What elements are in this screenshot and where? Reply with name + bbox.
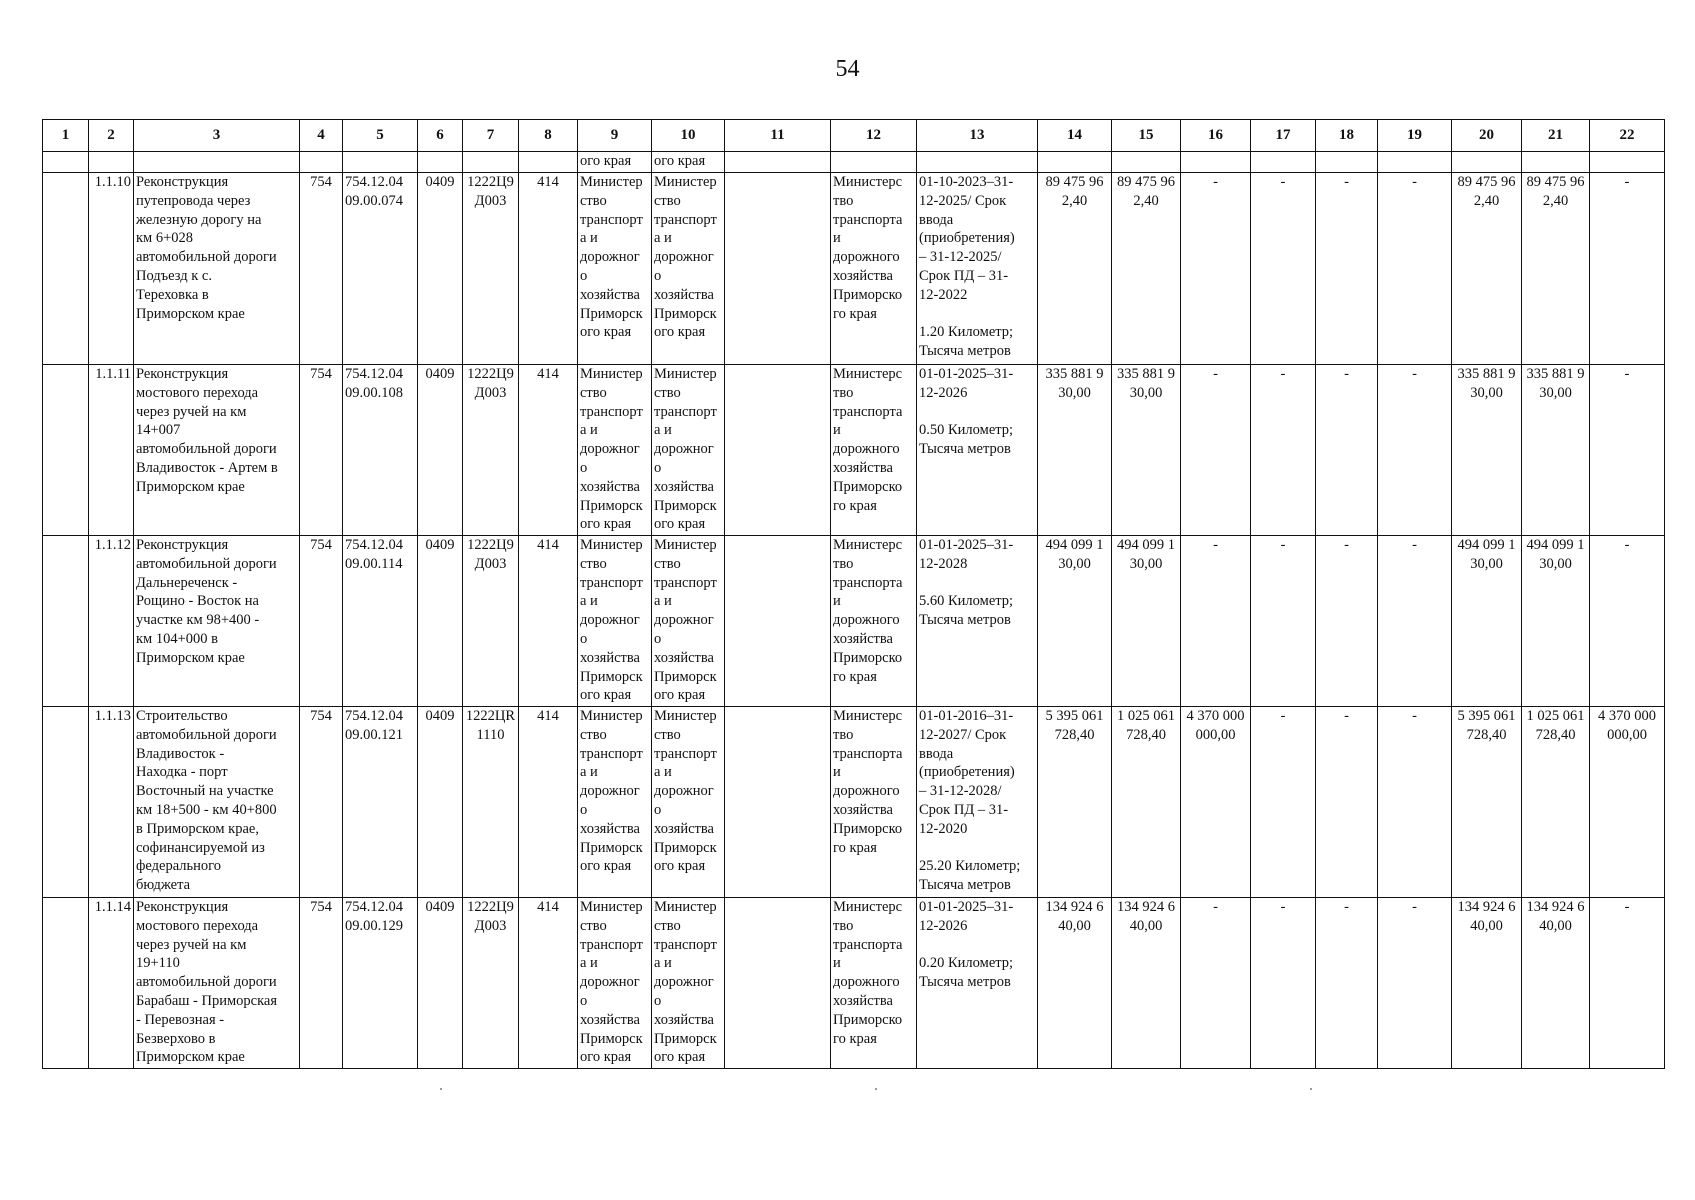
cost-cell: - (1378, 898, 1452, 1069)
expense-type: 414 (519, 173, 578, 365)
column-header: 15 (1112, 120, 1181, 152)
page-number: 54 (835, 56, 860, 82)
terms-and-capacity: 01-01-2025–31- 12-2026 0.50 Километр; Тысяча метров (917, 365, 1038, 536)
section-code: 0409 (418, 173, 463, 365)
ministry-code: 754 (300, 536, 343, 707)
chief-administrator: Министер ство транспорт а и дорожног о хозяйства Приморск ого края (578, 365, 652, 536)
project-name: Реконструкция автомобильной дороги Дальнереченск - Рощино - Восток на участке км 98+400 - км 104+000 в Приморском крае (134, 536, 300, 707)
table-row (43, 173, 1665, 365)
column-header: 6 (418, 120, 463, 152)
table-row (43, 898, 1665, 1069)
cost-cell: 134 924 6 40,00 (1112, 898, 1181, 1069)
empty-cell (43, 707, 89, 898)
target-article: 754.12.04 09.00.129 (343, 898, 418, 1069)
recipient: Министер ство транспорт а и дорожног о хозяйства Приморск ого края (652, 173, 725, 365)
cost-cell: - (1378, 536, 1452, 707)
cost-cell: 335 881 9 30,00 (1452, 365, 1522, 536)
cost-cell: - (1590, 898, 1665, 1069)
cost-cell: 134 924 6 40,00 (1522, 898, 1590, 1069)
column-header: 8 (519, 120, 578, 152)
recipient: Министер ство транспорт а и дорожног о хозяйства Приморск ого края (652, 707, 725, 898)
cost-cell: - (1251, 173, 1316, 365)
cost-cell: 4 370 000 000,00 (1181, 707, 1251, 898)
column-header: 5 (343, 120, 418, 152)
row-number: 1.1.12 (89, 536, 134, 707)
expense-type: 414 (519, 707, 578, 898)
column-header: 2 (89, 120, 134, 152)
cost-cell: - (1378, 365, 1452, 536)
column-header: 20 (1452, 120, 1522, 152)
expense-type: 414 (519, 365, 578, 536)
program-code: 1222Ц9 Д003 (463, 898, 519, 1069)
cell-11 (725, 536, 831, 707)
program-code: 1222ЦR 1110 (463, 707, 519, 898)
ministry-code: 754 (300, 898, 343, 1069)
cost-cell: - (1251, 707, 1316, 898)
total-cost: 494 099 1 30,00 (1038, 536, 1112, 707)
cost-cell: - (1590, 365, 1665, 536)
ministry-code: 754 (300, 707, 343, 898)
table-row (43, 536, 1665, 707)
cost-cell: - (1590, 536, 1665, 707)
program-code: 1222Ц9 Д003 (463, 365, 519, 536)
cost-cell: 89 475 96 2,40 (1452, 173, 1522, 365)
ministry-code: 754 (300, 173, 343, 365)
cost-cell: - (1181, 173, 1251, 365)
section-code: 0409 (418, 707, 463, 898)
cell-11 (725, 173, 831, 365)
header-row (43, 120, 1665, 152)
customer: Министерс тво транспорта и дорожного хозяйства Приморско го края (831, 898, 917, 1069)
expense-type: 414 (519, 536, 578, 707)
project-name: Реконструкция путепровода через железную дорогу на км 6+028 автомобильной дороги Подъезд к с. Тереховка в Приморском крае (134, 173, 300, 365)
chief-administrator: Министер ство транспорт а и дорожног о хозяйства Приморск ого края (578, 898, 652, 1069)
customer: Министерс тво транспорта и дорожного хозяйства Приморско го края (831, 365, 917, 536)
cost-cell: 494 099 1 30,00 (1452, 536, 1522, 707)
target-article: 754.12.04 09.00.108 (343, 365, 418, 536)
recipient: Министер ство транспорт а и дорожног о хозяйства Приморск ого края (652, 536, 725, 707)
cost-cell: - (1316, 365, 1378, 536)
row-number: 1.1.11 (89, 365, 134, 536)
column-header: 4 (300, 120, 343, 152)
column-header: 13 (917, 120, 1038, 152)
cost-cell: - (1590, 173, 1665, 365)
program-code: 1222Ц9 Д003 (463, 173, 519, 365)
total-cost: 335 881 9 30,00 (1038, 365, 1112, 536)
empty-cell (43, 898, 89, 1069)
cost-cell: - (1181, 898, 1251, 1069)
chief-administrator: Министер ство транспорт а и дорожног о хозяйства Приморск ого края (578, 173, 652, 365)
column-header: 12 (831, 120, 917, 152)
cost-cell: - (1251, 898, 1316, 1069)
table-row (43, 365, 1665, 536)
total-cost: 89 475 96 2,40 (1038, 173, 1112, 365)
cost-cell: - (1378, 173, 1452, 365)
terms-and-capacity: 01-10-2023–31- 12-2025/ Срок ввода (приобретения) – 31-12-2025/ Срок ПД – 31- 12-2022 1.20 Километр; Тысяча метров (917, 173, 1038, 365)
column-header: 3 (134, 120, 300, 152)
continuation-cell: ого края (578, 152, 652, 173)
cost-cell: 1 025 061 728,40 (1112, 707, 1181, 898)
empty-cell (43, 365, 89, 536)
column-header: 10 (652, 120, 725, 152)
cost-cell: - (1316, 898, 1378, 1069)
terms-and-capacity: 01-01-2025–31- 12-2026 0.20 Километр; Тысяча метров (917, 898, 1038, 1069)
cost-cell: - (1378, 707, 1452, 898)
section-code: 0409 (418, 898, 463, 1069)
cost-cell: - (1181, 365, 1251, 536)
column-header: 18 (1316, 120, 1378, 152)
row-number: 1.1.14 (89, 898, 134, 1069)
cost-cell: - (1251, 536, 1316, 707)
cell-11 (725, 707, 831, 898)
cell-11 (725, 898, 831, 1069)
column-header: 7 (463, 120, 519, 152)
column-header: 16 (1181, 120, 1251, 152)
cost-cell: 89 475 96 2,40 (1522, 173, 1590, 365)
cost-cell: 134 924 6 40,00 (1452, 898, 1522, 1069)
row-number: 1.1.10 (89, 173, 134, 365)
empty-cell (43, 536, 89, 707)
target-article: 754.12.04 09.00.074 (343, 173, 418, 365)
section-code: 0409 (418, 365, 463, 536)
empty-cell (43, 173, 89, 365)
target-article: 754.12.04 09.00.114 (343, 536, 418, 707)
recipient: Министер ство транспорт а и дорожног о хозяйства Приморск ого края (652, 898, 725, 1069)
chief-administrator: Министер ство транспорт а и дорожног о хозяйства Приморск ого края (578, 536, 652, 707)
cost-cell: - (1251, 365, 1316, 536)
continuation-row (43, 152, 1665, 173)
cost-cell: 335 881 9 30,00 (1522, 365, 1590, 536)
cost-cell: 5 395 061 728,40 (1452, 707, 1522, 898)
cost-cell: - (1316, 173, 1378, 365)
target-article: 754.12.04 09.00.121 (343, 707, 418, 898)
ministry-code: 754 (300, 365, 343, 536)
cost-cell: 89 475 96 2,40 (1112, 173, 1181, 365)
cost-cell: 335 881 9 30,00 (1112, 365, 1181, 536)
customer: Министерс тво транспорта и дорожного хозяйства Приморско го края (831, 173, 917, 365)
project-name: Реконструкция мостового перехода через ручей на км 19+110 автомобильной дороги Барабаш - Приморская - Перевозная - Безверхово в Приморском крае (134, 898, 300, 1069)
row-number: 1.1.13 (89, 707, 134, 898)
column-header: 11 (725, 120, 831, 152)
customer: Министерс тво транспорта и дорожного хозяйства Приморско го края (831, 536, 917, 707)
register-table (42, 119, 1665, 1069)
project-name: Строительство автомобильной дороги Владивосток - Находка - порт Восточный на участке км 18+500 - км 40+800 в Приморском крае, софинансируемой из федерального бюджета (134, 707, 300, 898)
column-header: 22 (1590, 120, 1665, 152)
cost-cell: - (1316, 707, 1378, 898)
project-name: Реконструкция мостового перехода через ручей на км 14+007 автомобильной дороги Владивосток - Артем в Приморском крае (134, 365, 300, 536)
recipient: Министер ство транспорт а и дорожног о хозяйства Приморск ого края (652, 365, 725, 536)
column-header: 19 (1378, 120, 1452, 152)
program-code: 1222Ц9 Д003 (463, 536, 519, 707)
continuation-cell: ого края (652, 152, 725, 173)
cost-cell: - (1316, 536, 1378, 707)
total-cost: 134 924 6 40,00 (1038, 898, 1112, 1069)
table-row (43, 707, 1665, 898)
chief-administrator: Министер ство транспорт а и дорожног о хозяйства Приморск ого края (578, 707, 652, 898)
cost-cell: 494 099 1 30,00 (1522, 536, 1590, 707)
expense-type: 414 (519, 898, 578, 1069)
terms-and-capacity: 01-01-2025–31- 12-2028 5.60 Километр; Тысяча метров (917, 536, 1038, 707)
cost-cell: 1 025 061 728,40 (1522, 707, 1590, 898)
customer: Министерс тво транспорта и дорожного хозяйства Приморско го края (831, 707, 917, 898)
section-code: 0409 (418, 536, 463, 707)
cost-cell: - (1181, 536, 1251, 707)
column-header: 17 (1251, 120, 1316, 152)
column-header: 9 (578, 120, 652, 152)
terms-and-capacity: 01-01-2016–31- 12-2027/ Срок ввода (приобретения) – 31-12-2028/ Срок ПД – 31- 12-2020 25.20 Километр; Тысяча метров (917, 707, 1038, 898)
cost-cell: 4 370 000 000,00 (1590, 707, 1665, 898)
total-cost: 5 395 061 728,40 (1038, 707, 1112, 898)
column-header: 21 (1522, 120, 1590, 152)
cost-cell: 494 099 1 30,00 (1112, 536, 1181, 707)
cell-11 (725, 365, 831, 536)
column-header: 14 (1038, 120, 1112, 152)
column-header: 1 (43, 120, 89, 152)
scan-speckles (0, 1088, 1695, 1092)
